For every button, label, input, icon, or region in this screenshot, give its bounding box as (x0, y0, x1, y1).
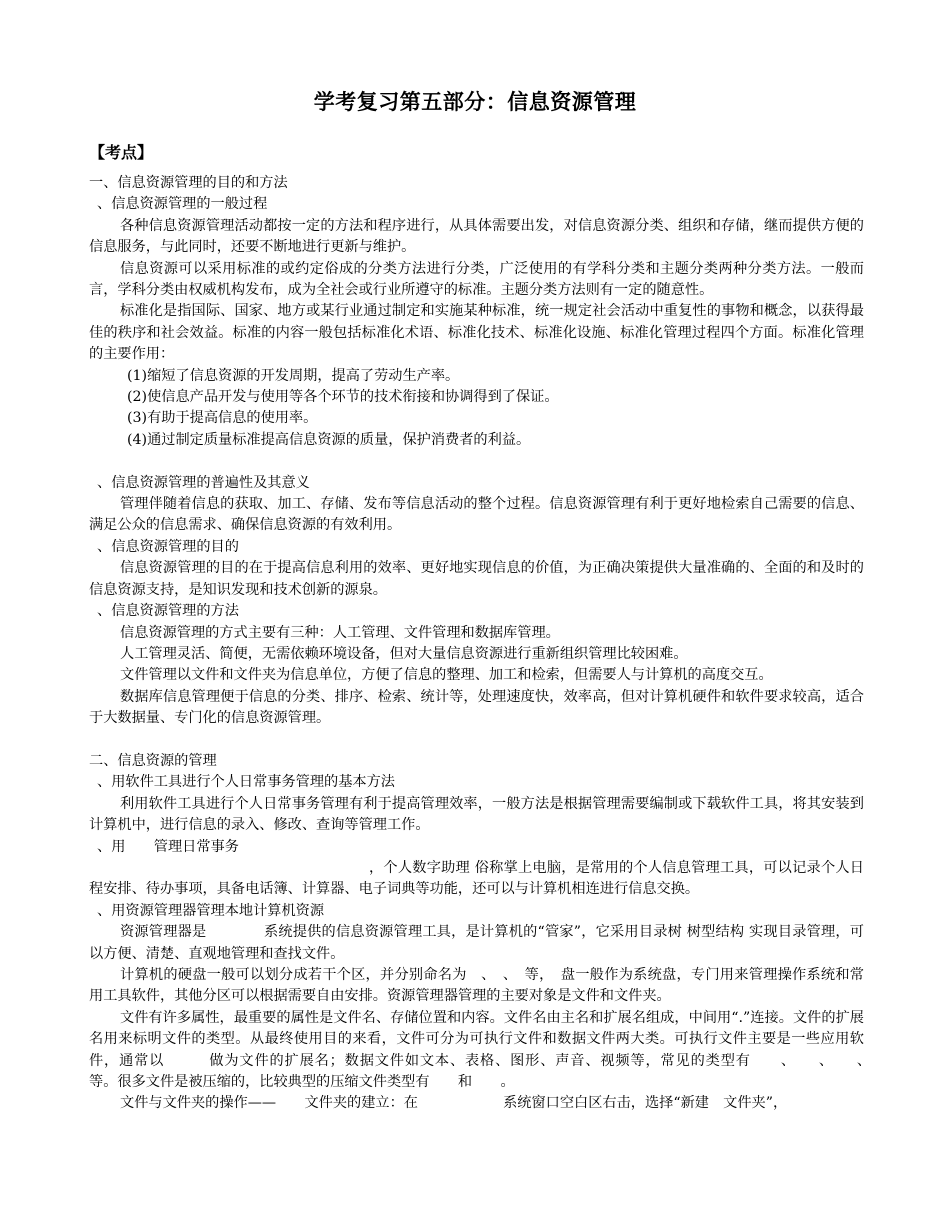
paragraph: 管理伴随着信息的获取、加工、存储、发布等信息活动的整个过程。信息资源管理有利于更好地检索自己需要的信息、满足公众的信息需求、确保信息资源的有效利用。 (89, 496, 864, 534)
paragraph: 计算机的硬盘一般可以划分成若干个区，并分别命名为 、 、 等， 盘一般作为系统盘，专门用来管理操作系统和常用工具软件，其他分区可以根据需要自由安排。资源管理器管理的主要对象是文件和文件夹。 (89, 967, 864, 1005)
paragraph: 文件管理以文件和文件夹为信息单位，方便了信息的整理、加工和检索，但需要人与计算机的高度交互。 (120, 667, 773, 684)
heading-section-2: 二、信息资源的管理 (89, 752, 217, 769)
spacer (89, 730, 864, 751)
list-item: (1)缩短了信息资源的开发周期，提高了劳动生产率。 (127, 367, 460, 384)
paragraph: 文件有许多属性，最重要的属性是文件名、存储位置和内容。文件名由主名和扩展名组成，中间用“.”连接。文件的扩展名用来标明文件的类型。从最终使用目的来看，文件可分为可执行文件和数据文件两大类。可执行文件主要是一些应用软件，通常以 做为文件的扩展名；数据文件如文本、表格、图形、声音、视频等，常见的类型有 、 、 、 等。很多文件是被压缩的，比较典型的压缩文件类型有 和 。 (89, 1009, 893, 1091)
paragraph: 文件与文件夹的操作—— 文件夹的建立：在 系统窗口空白区右击，选择“新建 文件夹”， (120, 1095, 788, 1112)
subheading-1-3: 、信息资源管理的目的 (97, 538, 239, 555)
paragraph: ，个人数字助理 俗称掌上电脑，是常用的个人信息管理工具，可以记录个人日程安排、待办事项，具备电话簿、计算器、电子词典等功能，还可以与计算机相连进行信息交换。 (89, 859, 864, 898)
list-item: (3)有助于提高信息的使用率。 (127, 410, 318, 427)
document-body (89, 173, 893, 1115)
paragraph: 利用软件工具进行个人日常事务管理有利于提高管理效率，一般方法是根据管理需要编制或下载软件工具，将其安装到计算机中，进行信息的录入、修改、查询等管理工作。 (89, 795, 864, 834)
paragraph: 各种信息资源管理活动都按一定的方法和程序进行，从具体需要出发，对信息资源分类、组织和存储，继而提供方便的信息服务，与此同时，还要不断地进行更新与维护。 (89, 217, 864, 256)
subheading-2-2: 、用 管理日常事务 (97, 838, 239, 855)
paragraph: 标准化是指国际、国家、地方或某行业通过制定和实施某种标准，统一规定社会活动中重复性的事物和概念，以获得最佳的秩序和社会效益。标准的内容一般包括标准化术语、标准化技术、标准化设施、标准化管理过程四个方面。标准化管理的主要作用： (89, 303, 864, 363)
subheading-1-1: 、信息资源管理的一般过程 (97, 196, 268, 213)
paragraph: 资源管理器是 系统提供的信息资源管理工具，是计算机的“管家”，它采用目录树 树型结构 实现目录管理，可以方便、清楚、直观地管理和查找文件。 (89, 924, 864, 962)
list-item: (2)使信息产品开发与使用等各个环节的技术衔接和协调得到了保证。 (127, 389, 559, 406)
heading-section-1: 一、信息资源管理的目的和方法 (89, 175, 288, 191)
paragraph: 信息资源管理的方式主要有三种：人工管理、文件管理和数据库管理。 (120, 624, 560, 641)
subheading-2-3: 、用资源管理器管理本地计算机资源 (97, 902, 325, 919)
paragraph: 信息资源管理的目的在于提高信息利用的效率、更好地实现信息的价值，为正确决策提供大量准确的、全面的和及时的信息资源支持，是知识发现和技术创新的源泉。 (89, 560, 864, 598)
subheading-1-2: 、信息资源管理的普遍性及其意义 (97, 474, 310, 491)
spacer (89, 451, 864, 472)
paragraph: 人工管理灵活、简便，无需依赖环境设备，但对大量信息资源进行重新组织管理比较困难。 (120, 645, 688, 662)
section-label-kaodian: 【考点】 (89, 143, 154, 162)
subheading-2-1: 、用软件工具进行个人日常事务管理的基本方法 (97, 774, 395, 791)
paragraph: 信息资源可以采用标准的或约定俗成的分类方法进行分类，广泛使用的有学科分类和主题分类两种分类方法。一般而言，学科分类由权威机构发布，成为全社会或行业所遵守的标准。主题分类方法则有一定的随意性。 (89, 260, 864, 299)
subheading-1-4: 、信息资源管理的方法 (97, 603, 239, 620)
paragraph: 数据库信息管理便于信息的分类、排序、检索、统计等，处理速度快，效率高，但对计算机硬件和软件要求较高，适合于大数据量、专门化的信息资源管理。 (89, 688, 864, 727)
list-item: (4)通过制定质量标准提高信息资源的质量，保护消费者的利益。 (127, 431, 531, 448)
document-title: 学考复习第五部分：信息资源管理 (313, 90, 637, 114)
